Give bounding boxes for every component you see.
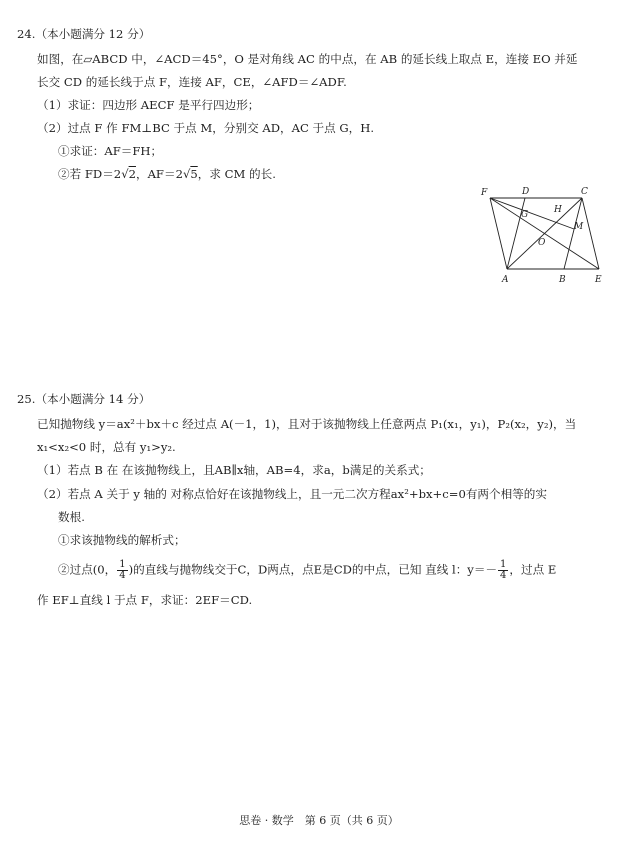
segment-FE: [490, 198, 599, 269]
q24-sub2: [58, 166, 276, 182]
segment-BC: [564, 198, 582, 269]
q24-stem-line2: 长交 CD 的延长线于点 F，连接 AF，CE，∠AFD＝∠ADF.: [37, 75, 347, 89]
q25-part2-line1: （2）若点 A 关于 y 轴的 对称点恰好在该抛物线上，且一元二次方程ax²+bx+c=0有两个相等的实: [37, 487, 547, 501]
label-E: E: [595, 275, 602, 285]
q24-geometry-figure: [478, 183, 614, 287]
q24-sub2-radicand2: 5: [190, 167, 198, 181]
q25-part1: （1）若点 B 在 在该抛物线上，且AB∥x轴，AB=4，求a，b满足的关系式；: [37, 463, 431, 477]
segment-CE: [582, 198, 599, 269]
fraction-denominator: 4: [500, 570, 507, 581]
label-C: C: [581, 187, 588, 197]
fraction-numerator: 1: [119, 559, 126, 570]
label-D: D: [522, 187, 530, 197]
q24-part1: （1）求证：四边形 AECF 是平行四边形；: [37, 98, 260, 112]
q25-sub1: ①求该抛物线的解析式；: [58, 533, 186, 547]
q24-header: 24.（本小题满分 12 分）: [17, 27, 151, 41]
fraction-one-quarter: [117, 560, 127, 581]
q24-part2: （2）过点 F 作 FM⊥BC 于点 M，分别交 AD，AC 于点 G，H.: [37, 121, 375, 135]
q25-sub2-part-a: ②过点(0，: [58, 562, 117, 577]
segment-FA: [490, 198, 507, 269]
segment-AD: [507, 198, 525, 269]
fraction-one-quarter-line: [498, 560, 508, 581]
label-M: M: [574, 222, 584, 232]
sqrt-symbol: √: [182, 167, 191, 181]
q25-part2-line2: 数根.: [58, 510, 85, 524]
q25-sub2-line2: 作 EF⊥直线 l 于点 F，求证：2EF＝CD.: [37, 593, 253, 607]
fraction-numerator: 1: [500, 559, 507, 570]
q24-sub2-part-c: ，求 CM 的长.: [197, 167, 276, 181]
q24-stem-line1: 如图，在▱ABCD 中，∠ACD＝45°，O 是对角线 AC 的中点，在 AB 的延长线上取点 E，连接 EO 并延: [37, 52, 578, 66]
label-G: G: [521, 210, 529, 220]
label-F: F: [481, 188, 488, 198]
label-H: H: [554, 205, 562, 215]
label-B: B: [559, 275, 566, 285]
q25-header: 25.（本小题满分 14 分）: [17, 392, 151, 406]
label-O: O: [538, 238, 546, 248]
sqrt-symbol: √: [121, 167, 129, 181]
q24-sub2-part-a: ②若 FD＝2: [58, 167, 122, 181]
q25-stem-line2: x₁<x₂<0 时，总有 y₁>y₂.: [37, 440, 176, 454]
q24-sub2-part-b: ，AF＝2: [135, 167, 183, 181]
fraction-denominator: 4: [119, 570, 126, 581]
q24-sub1: ①求证：AF＝FH；: [58, 144, 163, 158]
q24-sub2-radicand1: 2: [128, 167, 136, 181]
label-A: A: [502, 275, 509, 285]
q25-sub2-line1: [58, 560, 556, 581]
q25-stem-line1: 已知抛物线 y＝ax²＋bx＋c 经过点 A(－1，1)，且对于该抛物线上任意两点 P₁(x₁，y₁)，P₂(x₂，y₂)，当: [37, 417, 577, 431]
q25-sub2-part-c: ，过点 E: [509, 562, 557, 577]
q25-sub2-part-b: )的直线与抛物线交于C，D两点，点E是CD的中点，已知 直线 l：y＝－: [128, 562, 498, 577]
page-footer: 思卷 · 数学 第 6 页（共 6 页）: [239, 814, 399, 827]
